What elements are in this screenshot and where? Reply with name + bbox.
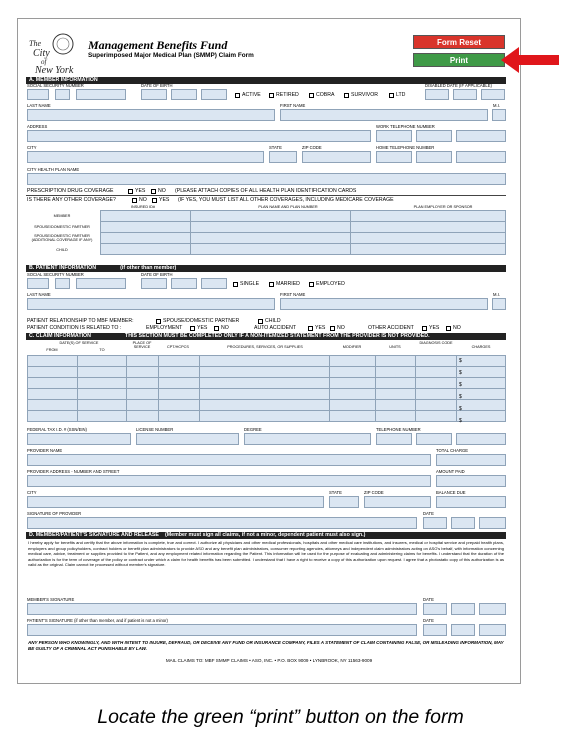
other-cov-yes-label: YES (159, 197, 170, 203)
claim-cell[interactable] (159, 389, 200, 400)
patient-last-name-field[interactable] (27, 298, 275, 310)
to-header: TO (99, 348, 105, 352)
employment-yes-label: YES (197, 325, 208, 331)
cov-cell[interactable] (101, 244, 191, 255)
claim-cell[interactable] (457, 389, 506, 400)
claim-cell[interactable] (127, 400, 159, 411)
claim-cell[interactable] (416, 389, 457, 400)
work-phone-label: WORK TELEPHONE NUMBER (376, 124, 435, 129)
auto-no-label: NO (337, 325, 345, 331)
provider-phone-prefix-field[interactable] (416, 433, 452, 445)
claim-cell[interactable] (200, 378, 330, 389)
other-acc-yes-checkbox[interactable] (422, 326, 427, 331)
section-b-title: B. PATIENT INFORMATION (29, 265, 97, 271)
work-phone-prefix-field[interactable] (416, 130, 452, 142)
provider-phone-line-field[interactable] (456, 433, 506, 445)
claim-cell[interactable] (200, 400, 330, 411)
claim-cell[interactable] (376, 411, 416, 422)
charge-dollar: $ (459, 358, 462, 364)
auto-no-checkbox[interactable] (330, 326, 335, 331)
section-c-note: THIS SECTION MUST BE COMPLETED ONLY IF A NON-ITEMIZED STATEMENT FROM THE PROVIDER IS NOT PROVIDED. (125, 333, 430, 339)
city-label: CITY (27, 145, 37, 150)
claim-cell[interactable] (78, 411, 127, 422)
modifier-header: MODIFIER (342, 345, 362, 349)
claim-cell[interactable] (78, 367, 127, 378)
patient-date-label: DATE (423, 618, 434, 623)
claim-cell[interactable] (200, 356, 330, 367)
married-checkbox[interactable] (269, 282, 274, 287)
relationship-label: PATIENT RELATIONSHIP TO MBF MEMBER: (27, 318, 134, 324)
city-of-new-york-logo (27, 32, 79, 74)
provider-zip-field[interactable] (364, 496, 431, 508)
claim-cell[interactable] (78, 378, 127, 389)
claim-lines-grid (27, 355, 506, 422)
cobra-label: COBRA (316, 92, 335, 98)
procedures-header: PROCEDURES, SERVICES, OR SUPPLIES (227, 345, 303, 349)
claim-cell[interactable] (376, 400, 416, 411)
claim-cell[interactable] (457, 356, 506, 367)
employment-label: EMPLOYMENT (146, 325, 183, 331)
home-phone-line-field[interactable] (456, 151, 506, 163)
dob-day-field[interactable] (171, 89, 197, 100)
rx-no-label: NO (158, 188, 166, 194)
disabled-date-label: DISABLED DATE (IF APPLICABLE) (425, 83, 492, 88)
charges-header: CHARGES (471, 345, 491, 349)
patient-dob-label: DATE OF BIRTH (141, 272, 173, 277)
cov-row-child: CHILD (56, 248, 68, 252)
diagnosis-header: DIAGNOSIS CODE (419, 341, 453, 345)
single-label: SINGLE (240, 281, 260, 287)
cov-cell[interactable] (191, 211, 351, 222)
print-button[interactable]: Print (413, 53, 505, 67)
dob-month-field[interactable] (141, 89, 167, 100)
active-label: ACTIVE (242, 92, 261, 98)
other-cov-no-checkbox[interactable] (132, 198, 137, 203)
patient-signature-field[interactable] (27, 624, 417, 636)
patient-date-year-field[interactable] (479, 624, 506, 636)
claim-cell[interactable] (376, 389, 416, 400)
first-name-field[interactable] (280, 109, 488, 121)
address-label: ADDRESS (27, 124, 48, 129)
claim-cell[interactable] (159, 378, 200, 389)
degree-field[interactable] (244, 433, 371, 445)
dob-label: DATE OF BIRTH (141, 83, 173, 88)
employment-yes-checkbox[interactable] (190, 326, 195, 331)
ssn-part3-field[interactable] (76, 89, 126, 100)
other-coverage-label: IS THERE ANY OTHER COVERAGE? (27, 197, 116, 203)
provider-state-field[interactable] (329, 496, 359, 508)
svg-text:of: of (41, 58, 47, 66)
cov-cell[interactable] (101, 211, 191, 222)
auto-yes-label: YES (315, 325, 326, 331)
total-charge-field[interactable] (436, 454, 506, 466)
section-d-bar (26, 532, 506, 539)
cov-cell[interactable] (101, 222, 191, 233)
claim-cell[interactable] (330, 367, 376, 378)
charge-dollar: $ (459, 394, 462, 400)
rx-yes-checkbox[interactable] (128, 189, 133, 194)
employed-checkbox[interactable] (309, 282, 314, 287)
ltd-checkbox[interactable] (389, 93, 394, 98)
employment-no-checkbox[interactable] (214, 326, 219, 331)
provider-city-label: CITY (27, 490, 37, 495)
spouse-label: SPOUSE/DOMESTIC PARTNER (163, 318, 240, 324)
claim-form-page (17, 18, 521, 684)
cov-row-spouse-additional: SPOUSE/DOMESTIC PARTNER (ADDITIONAL COVERAGE IF ANY) (31, 234, 93, 242)
mail-claims-to: MAIL CLAIMS TO: MBF SMMP CLAIMS • ASO, INC. • P.O. BOX 9009 • LYNBROOK, NY 11563-9009 (165, 658, 373, 663)
claim-cell[interactable] (457, 400, 506, 411)
amount-paid-label: AMOUNT PAID (436, 469, 465, 474)
member-date-month-field[interactable] (423, 603, 447, 615)
section-c-title: C. CLAIM INFORMATION (29, 333, 91, 339)
claim-cell[interactable] (28, 411, 78, 422)
child-checkbox[interactable] (258, 319, 263, 324)
claim-cell[interactable] (457, 367, 506, 378)
condition-label: PATIENT CONDITION IS RELATED TO : (27, 325, 122, 331)
work-phone-area-field[interactable] (376, 130, 412, 142)
amount-paid-field[interactable] (436, 475, 506, 487)
cov-header-plan: PLAN NAME AND PLAN NUMBER (258, 205, 318, 209)
cov-cell[interactable] (191, 233, 351, 244)
plan-name-field[interactable] (27, 173, 506, 185)
other-cov-yes-checkbox[interactable] (152, 198, 157, 203)
claim-cell[interactable] (416, 356, 457, 367)
section-d-note: (Member must sign all claims, if not a minor, dependent patient must also sign.) (164, 532, 366, 538)
member-signature-field[interactable] (27, 603, 417, 615)
employed-label: EMPLOYED (316, 281, 345, 287)
license-field[interactable] (136, 433, 239, 445)
provider-phone-label: TELEPHONE NUMBER (376, 427, 421, 432)
claim-cell[interactable] (416, 411, 457, 422)
mi-field[interactable] (492, 109, 506, 121)
claim-cell[interactable] (78, 400, 127, 411)
provider-date-year-field[interactable] (479, 517, 506, 529)
balance-due-field[interactable] (436, 496, 506, 508)
charge-dollar: $ (459, 418, 462, 424)
rx-yes-label: YES (135, 188, 146, 194)
member-date-year-field[interactable] (479, 603, 506, 615)
provider-name-field[interactable] (27, 454, 431, 466)
provider-zip-label: ZIP CODE (364, 490, 384, 495)
tax-id-label: FEDERAL TAX I.D. # (SSN/EIN) (27, 427, 87, 432)
claim-cell[interactable] (416, 378, 457, 389)
claim-cell[interactable] (28, 389, 78, 400)
single-checkbox[interactable] (233, 282, 238, 287)
patient-mi-field[interactable] (492, 298, 506, 310)
patient-ssn-label: SOCIAL SECURITY NUMBER (27, 272, 84, 277)
claim-cell[interactable] (78, 389, 127, 400)
rx-no-checkbox[interactable] (151, 189, 156, 194)
section-c-bar (26, 333, 506, 340)
ssn-part1-field[interactable] (27, 89, 49, 100)
provider-address-field[interactable] (27, 475, 431, 487)
member-date-label: DATE (423, 597, 434, 602)
provider-signature-field[interactable] (27, 517, 417, 529)
total-charge-label: TOTAL CHARGE (436, 448, 469, 453)
fraud-warning: ANY PERSON WHO KNOWINGLY, AND WITH INTENT TO INJURE, DEFRAUD, OR DECEIVE ANY FUND OR INSURANCE COMPANY, FILES A STATEMENT OF CLAIM CONTAINING FALSE, OR MISLEADING INFORMATION, MAY BE GUILTY OF A CRIMINAL ACT PUNISHABLE BY LAW. (28, 640, 504, 651)
claim-cell[interactable] (159, 356, 200, 367)
section-d-title: D. MEMBER/PATIENT'S SIGNATURE AND RELEASE (29, 532, 159, 538)
claim-cell[interactable] (28, 356, 78, 367)
other-acc-no-label: NO (453, 325, 461, 331)
patient-mi-label: M.I. (493, 292, 500, 297)
section-a-bar: A. MEMBER INFORMATION (26, 77, 506, 84)
disabled-month-field[interactable] (425, 89, 449, 100)
mi-label: M.I. (493, 103, 500, 108)
cov-row-member: MEMBER (53, 214, 71, 218)
divider (26, 195, 506, 196)
patient-first-name-field[interactable] (280, 298, 488, 310)
patient-last-name-label: LAST NAME (27, 292, 51, 297)
balance-due-label: BALANCE DUE (436, 490, 466, 495)
state-label: STATE (269, 145, 282, 150)
claim-cell[interactable] (330, 378, 376, 389)
provider-date-label: DATE (423, 511, 434, 516)
first-name-label: FIRST NAME (280, 103, 306, 108)
form-subtitle: Superimposed Major Medical Plan (SMMP) Claim Form (88, 52, 254, 59)
plan-name-label: CITY HEALTH PLAN NAME (27, 167, 80, 172)
child-label: CHILD (265, 318, 281, 324)
svg-text:The: The (29, 39, 41, 48)
auto-accident-label: AUTO ACCIDENT (254, 325, 296, 331)
zip-field[interactable] (302, 151, 371, 163)
cov-cell[interactable] (351, 244, 506, 255)
patient-date-day-field[interactable] (451, 624, 475, 636)
cov-cell[interactable] (101, 233, 191, 244)
provider-state-label: STATE (329, 490, 342, 495)
claim-cell[interactable] (330, 356, 376, 367)
claim-cell[interactable] (457, 378, 506, 389)
claim-cell[interactable] (376, 378, 416, 389)
license-label: LICENSE NUMBER (136, 427, 174, 432)
claim-cell[interactable] (376, 356, 416, 367)
patient-signature-label: PATIENT'S SIGNATURE (if other than member, and if patient is not a minor) (27, 618, 168, 623)
provider-name-label: PROVIDER NAME (27, 448, 63, 453)
provider-date-month-field[interactable] (423, 517, 447, 529)
provider-city-field[interactable] (27, 496, 324, 508)
claim-cell[interactable] (416, 367, 457, 378)
claim-cell[interactable] (200, 389, 330, 400)
claim-cell[interactable] (159, 400, 200, 411)
provider-date-day-field[interactable] (451, 517, 475, 529)
disabled-day-field[interactable] (453, 89, 477, 100)
auto-yes-checkbox[interactable] (308, 326, 313, 331)
zip-label: ZIP CODE (302, 145, 322, 150)
claim-cell[interactable] (159, 411, 200, 422)
cov-row-spouse: SPOUSE/DOMESTIC PARTNER (34, 225, 90, 229)
charge-dollar: $ (459, 370, 462, 376)
last-name-label: LAST NAME (27, 103, 51, 108)
patient-dob-month-field[interactable] (141, 278, 167, 289)
section-b-note: (if other than member) (120, 265, 177, 271)
cov-header-id: INSURED ID# (130, 205, 156, 209)
tax-id-field[interactable] (27, 433, 131, 445)
city-field[interactable] (27, 151, 264, 163)
svg-text:New York: New York (35, 65, 74, 74)
retired-checkbox[interactable] (269, 93, 274, 98)
claim-cell[interactable] (127, 389, 159, 400)
svg-text:City: City (33, 48, 50, 59)
last-name-field[interactable] (27, 109, 275, 121)
claim-cell[interactable] (457, 411, 506, 422)
cov-cell[interactable] (351, 211, 506, 222)
degree-label: DEGREE (244, 427, 262, 432)
rx-coverage-label: PRESCRIPTION DRUG COVERAGE (27, 188, 114, 194)
patient-first-name-label: FIRST NAME (280, 292, 306, 297)
patient-dob-year-field[interactable] (201, 278, 227, 289)
place-of-service-header: PLACE OF SERVICE (132, 341, 152, 349)
dob-year-field[interactable] (201, 89, 227, 100)
rx-note: (PLEASE ATTACH COPIES OF ALL HEALTH PLAN IDENTIFICATION CARDS (175, 188, 357, 194)
cov-cell[interactable] (351, 222, 506, 233)
cpt-header: CPT/HCPCS (167, 345, 189, 349)
claim-cell[interactable] (159, 367, 200, 378)
claim-cell[interactable] (78, 356, 127, 367)
claim-cell[interactable] (376, 367, 416, 378)
charge-dollar: $ (459, 406, 462, 412)
claim-cell[interactable] (200, 411, 330, 422)
other-acc-yes-label: YES (429, 325, 440, 331)
coverage-grid (100, 210, 506, 255)
claim-cell[interactable] (330, 389, 376, 400)
home-phone-area-field[interactable] (376, 151, 412, 163)
from-header: FROM (46, 348, 58, 352)
form-title: Management Benefits Fund (88, 38, 228, 52)
cobra-checkbox[interactable] (309, 93, 314, 98)
claim-cell[interactable] (416, 400, 457, 411)
claim-cell[interactable] (28, 378, 78, 389)
claim-cell[interactable] (127, 411, 159, 422)
provider-phone-area-field[interactable] (376, 433, 412, 445)
instruction-caption: Locate the green “print” button on the form (97, 706, 464, 728)
claim-cell[interactable] (127, 367, 159, 378)
claim-cell[interactable] (330, 400, 376, 411)
charge-dollar: $ (459, 382, 462, 388)
cov-header-sponsor: PLAN EMPLOYER OR SPONSOR (413, 205, 473, 209)
married-label: MARRIED (276, 281, 300, 287)
cov-cell[interactable] (191, 244, 351, 255)
employment-no-label: NO (221, 325, 229, 331)
claim-cell[interactable] (330, 411, 376, 422)
address-field[interactable] (27, 130, 371, 142)
other-accident-label: OTHER ACCIDENT (368, 325, 414, 331)
ltd-label: LTD (396, 92, 406, 98)
spouse-checkbox[interactable] (156, 319, 161, 324)
other-coverage-note: (IF YES, YOU MUST LIST ALL OTHER COVERAGES, INCLUDING MEDICARE COVERAGE (178, 197, 394, 203)
ssn-part2-field[interactable] (55, 89, 70, 100)
section-b-bar (26, 265, 506, 272)
state-field[interactable] (269, 151, 297, 163)
cov-cell[interactable] (351, 233, 506, 244)
claim-cell[interactable] (127, 378, 159, 389)
survivor-checkbox[interactable] (344, 93, 349, 98)
other-cov-no-label: NO (139, 197, 147, 203)
units-header: UNITS (389, 345, 401, 349)
red-arrow-icon (501, 45, 559, 75)
patient-ssn-part3-field[interactable] (76, 278, 126, 289)
work-phone-line-field[interactable] (456, 130, 506, 142)
release-text: I hereby apply for benefits and certify that the above information is complete, true and correct. I authorize all physicians and other medical professionals, hospitals and other medical care institutions, and insurers, medical or hospital service and prepaid health plans, employers and group policyholders, contract holders or benefit plan administrators to provide ASO and any benefit plan administrators, consumer reporting agencies, attorneys and independent claim administrators acting on ASO's behalf, with information concerning medical care, advice, treatment or supplies provided to the Patient, and any employment related information regarding the Patient. This information will be used for the purpose of evaluating and administering claims for benefits. I understand that the duration of the authorization is for the term of coverage of the policy or contract under which a claim for health benefits has been submitted. I understand that I have a right to receive a copy of this authorization upon request. I agree that a photostatic copy of this authorization is as valid as the original. Claim cannot be processed without member's signature. (28, 540, 504, 568)
patient-ssn-part1-field[interactable] (27, 278, 49, 289)
member-date-day-field[interactable] (451, 603, 475, 615)
form-reset-button[interactable]: Form Reset (413, 35, 505, 49)
retired-label: RETIRED (276, 92, 299, 98)
patient-dob-day-field[interactable] (171, 278, 197, 289)
active-checkbox[interactable] (235, 93, 240, 98)
home-phone-prefix-field[interactable] (416, 151, 452, 163)
claim-cell[interactable] (127, 356, 159, 367)
claim-cell[interactable] (28, 400, 78, 411)
member-signature-label: MEMBER'S SIGNATURE (27, 597, 75, 602)
claim-cell[interactable] (200, 367, 330, 378)
survivor-label: SURVIVOR (351, 92, 379, 98)
claim-cell[interactable] (28, 367, 78, 378)
provider-signature-label: SIGNATURE OF PROVIDER (27, 511, 82, 516)
provider-address-label: PROVIDER ADDRESS - NUMBER AND STREET (27, 469, 120, 474)
patient-ssn-part2-field[interactable] (55, 278, 70, 289)
other-acc-no-checkbox[interactable] (446, 326, 451, 331)
dates-of-service-header: DATE(S) OF SERVICE (59, 341, 99, 345)
disabled-year-field[interactable] (481, 89, 505, 100)
cov-cell[interactable] (191, 222, 351, 233)
patient-date-month-field[interactable] (423, 624, 447, 636)
ssn-label: SOCIAL SECURITY NUMBER (27, 83, 84, 88)
home-phone-label: HOME TELEPHONE NUMBER (376, 145, 435, 150)
